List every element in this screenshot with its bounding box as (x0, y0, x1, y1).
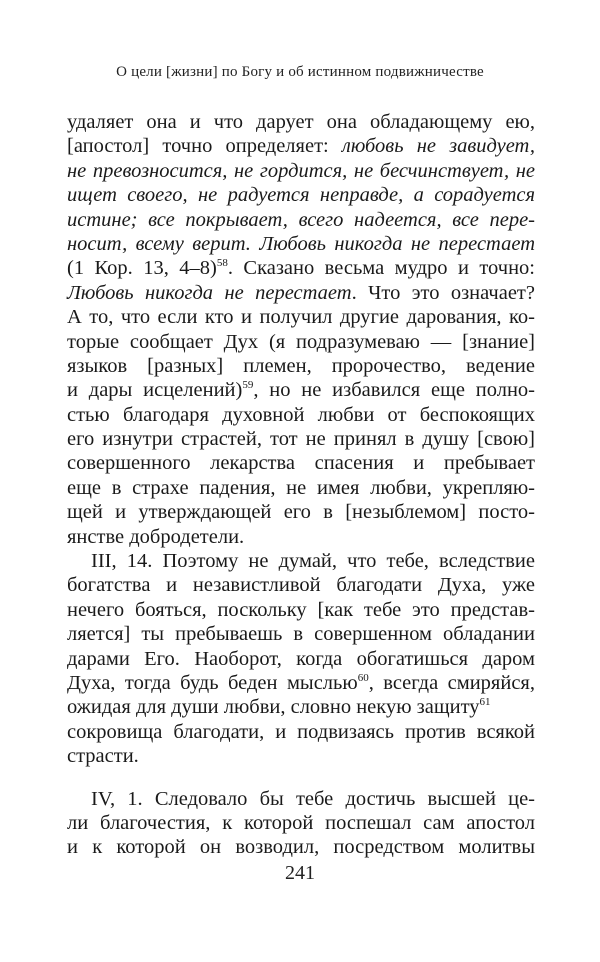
text-run: дарами Его. Наоборот, когда обогатишься даром (67, 647, 535, 670)
footnote-ref: 59 (242, 379, 254, 392)
footnote-ref: 60 (357, 672, 369, 685)
italic-quote: не превозносится, не гордится, не бесчинствует, не (67, 159, 535, 182)
text-line (67, 598, 535, 622)
text-run: нечего бояться, поскольку [как тебе это представ- (67, 598, 535, 621)
text-run: щей и утверждающей его в [незыблемом] посто- (67, 501, 535, 524)
text-run: удаляет она и что дарует она обладающему ею, (67, 111, 535, 133)
italic-quote: ищет своего, не радуется неправде, а сорадуется (67, 184, 535, 207)
text-run: IV, 1. Следовало бы тебе достичь высшей це- (91, 787, 535, 810)
text-line (67, 354, 535, 378)
text-run: сокровища благодати, и подвизаясь против всякой (67, 720, 535, 743)
text-line (67, 281, 535, 305)
text-line (67, 305, 535, 329)
footnote-ref: 58 (216, 257, 228, 270)
text-line (67, 525, 535, 549)
text-run: . Сказано весьма мудро и точно: (227, 257, 535, 280)
text-run: языков [разных] племен, пророчество, ведение (67, 354, 535, 377)
text-line (67, 256, 535, 280)
text-line (67, 159, 535, 183)
text-line (67, 835, 535, 859)
text-line (67, 330, 535, 354)
text-run: богатства и независтливой благодати Духа, уже (67, 574, 535, 597)
text-line (67, 476, 535, 500)
text-line (67, 695, 535, 719)
text-line (67, 787, 535, 811)
text-line (67, 622, 535, 646)
text-line (67, 549, 535, 573)
text-line (67, 573, 535, 597)
text-line (67, 183, 535, 207)
italic-quote: любовь не завидует, (341, 135, 535, 158)
text-run: (1 Кор. 13, 4–8) (67, 257, 217, 280)
italic-quote: носит, всему верит. Любовь никогда не перестает (67, 232, 535, 255)
text-run: его изнутри страстей, тот не принял в душу [свою] (67, 428, 535, 451)
footnote-ref: 61 (479, 696, 491, 709)
text-run: ожидая для души любви, словно некую защиту (67, 696, 480, 719)
text-run: А то, что если кто и получил другие дарования, ко- (67, 306, 535, 329)
text-line (67, 403, 535, 427)
paragraph-gap (67, 769, 535, 787)
text-line (67, 671, 535, 695)
text-run: еще в страхе падения, не имея любви, укрепляю- (67, 476, 535, 499)
text-run: ли благочестия, к которой поспешал сам апостол (67, 811, 535, 834)
page-number: 241 (285, 862, 315, 884)
italic-quote: Любовь никогда не перестает (67, 281, 352, 304)
body-text (67, 110, 535, 860)
text-line (67, 110, 535, 134)
text-run: торые сообщает Дух (я подразумеваю — [знание] (67, 330, 535, 353)
running-header: О цели [жизни] по Богу и об истинном подвижничестве (116, 64, 484, 80)
text-run: III, 14. Поэтому не думай, что тебе, вследствие (91, 550, 535, 573)
text-run: страсти. (67, 745, 139, 768)
text-run: , но не избавился еще полно- (253, 379, 535, 402)
text-run: . Что это означает? (351, 281, 535, 304)
text-run: янстве добродетели. (67, 525, 245, 548)
text-line (67, 134, 535, 158)
text-line (67, 811, 535, 835)
text-line (67, 744, 535, 768)
text-line (67, 427, 535, 451)
text-run: и к которой он возводил, посредством молитвы (67, 836, 535, 859)
text-line (67, 500, 535, 524)
text-run: [апостол] точно определяет: (67, 135, 342, 158)
text-line (67, 208, 535, 232)
text-run: и дары исцелений) (67, 379, 243, 402)
text-run: совершенного лекарства спасения и пребывает (67, 452, 535, 475)
text-run: ляется] ты пребываешь в совершенном обладании (67, 623, 535, 646)
text-run: стью благодаря духовной любви от беспокоящих (67, 403, 535, 426)
italic-quote: истине; все покрывает, всего надеется, все пере- (67, 208, 535, 231)
text-run: , всегда смиряйся, (368, 671, 535, 694)
text-line (67, 720, 535, 744)
text-run: Духа, тогда будь беден мыслью (67, 671, 358, 694)
text-line (67, 647, 535, 671)
text-line (67, 378, 535, 402)
text-line (67, 232, 535, 256)
text-line (67, 451, 535, 475)
